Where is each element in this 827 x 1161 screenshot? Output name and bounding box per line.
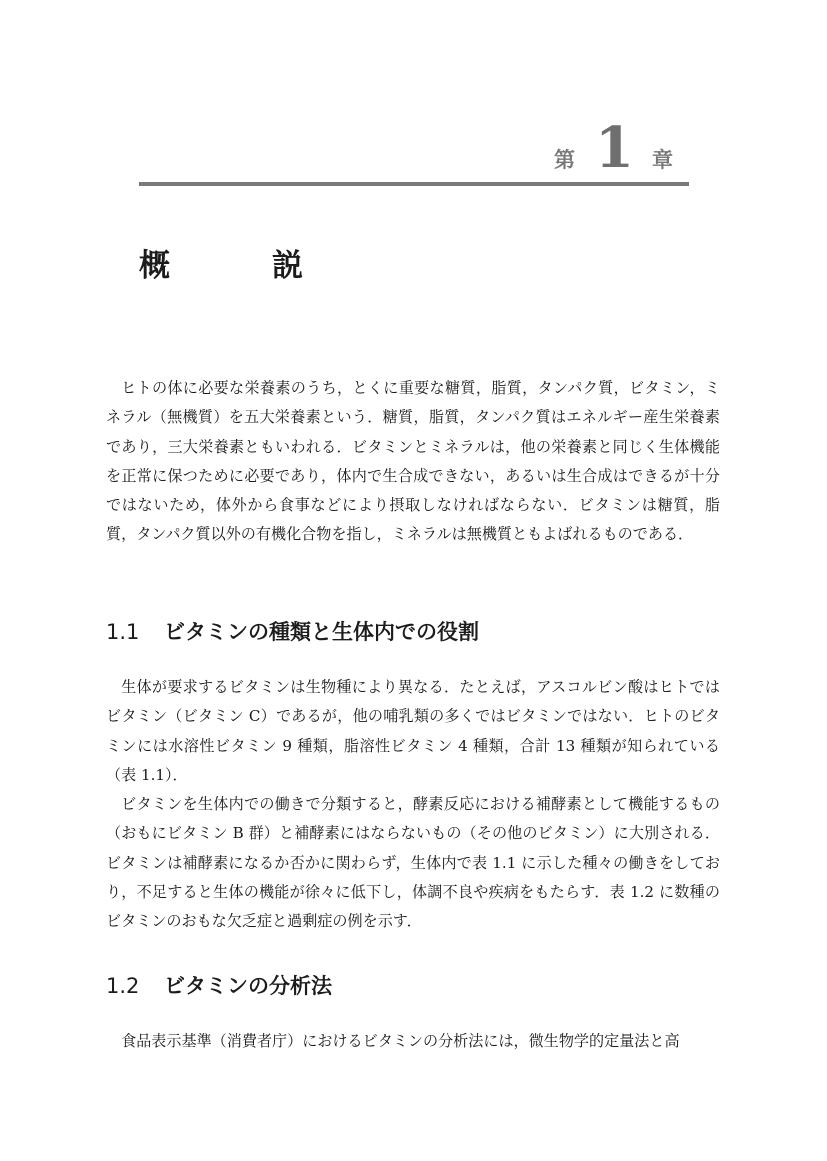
section-1-1-paragraph-1: 生体が要求するビタミンは生物種により異なる．たとえば，アスコルビン酸はヒトではビタミン（ビタミン C）であるが，他の哺乳類の多くではビタミンではない．ヒトのビタミンには水溶性ビタミン 9 種類，脂溶性ビタミン 4 種類，合計 13 種類が知られている（表 1.1）． xyxy=(106,678,720,784)
section-heading-1-1 xyxy=(106,616,479,646)
chapter-prefix: 第 xyxy=(554,148,576,172)
chapter-number: 1 xyxy=(595,115,634,181)
section-heading-1-2 xyxy=(106,970,332,1000)
section-number: 1.1 xyxy=(106,620,140,644)
section-number: 1.2 xyxy=(106,974,140,998)
chapter-title: 概説 xyxy=(139,248,405,284)
chapter-header xyxy=(139,110,689,186)
section-title: ビタミンの種類と生体内での役割 xyxy=(164,620,479,644)
section-title: ビタミンの分析法 xyxy=(164,974,332,998)
intro-paragraph: ヒトの体に必要な栄養素のうち，とくに重要な糖質，脂質，タンパク質，ビタミン，ミネラル（無機質）を五大栄養素という．糖質，脂質，タンパク質はエネルギー産生栄養素であり，三大栄養素ともいわれる．ビタミンとミネラルは，他の栄養素と同じく生体機能を正常に保つために必要であり，体内で生合成できない，あるいは生合成はできるが十分ではないため，体外から食事などにより摂取しなければならない．ビタミンは糖質，脂質，タンパク質以外の有機化合物を指し，ミネラルは無機質ともよばれるものである． xyxy=(106,379,720,544)
section-1-2-paragraph-1: 食品表示基準（消費者庁）におけるビタミンの分析法には，微生物学的定量法と高 xyxy=(121,1032,680,1050)
chapter-suffix: 章 xyxy=(652,148,673,172)
section-1-1-paragraph-2: ビタミンを生体内での働きで分類すると，酵素反応における補酵素として機能するもの（おもにビタミン B 群）と補酵素にはならないもの（その他のビタミン）に大別される．ビタミンは補酵素になるか否かに関わらず，生体内で表 1.1 に示した種々の働きをしており，不足すると生体の機能が徐々に低下し，体調不良や疾病をもたらす．表 1.2 に数種のビタミンのおもな欠乏症と過剰症の例を示す． xyxy=(106,795,720,931)
chapter-label xyxy=(554,115,673,181)
